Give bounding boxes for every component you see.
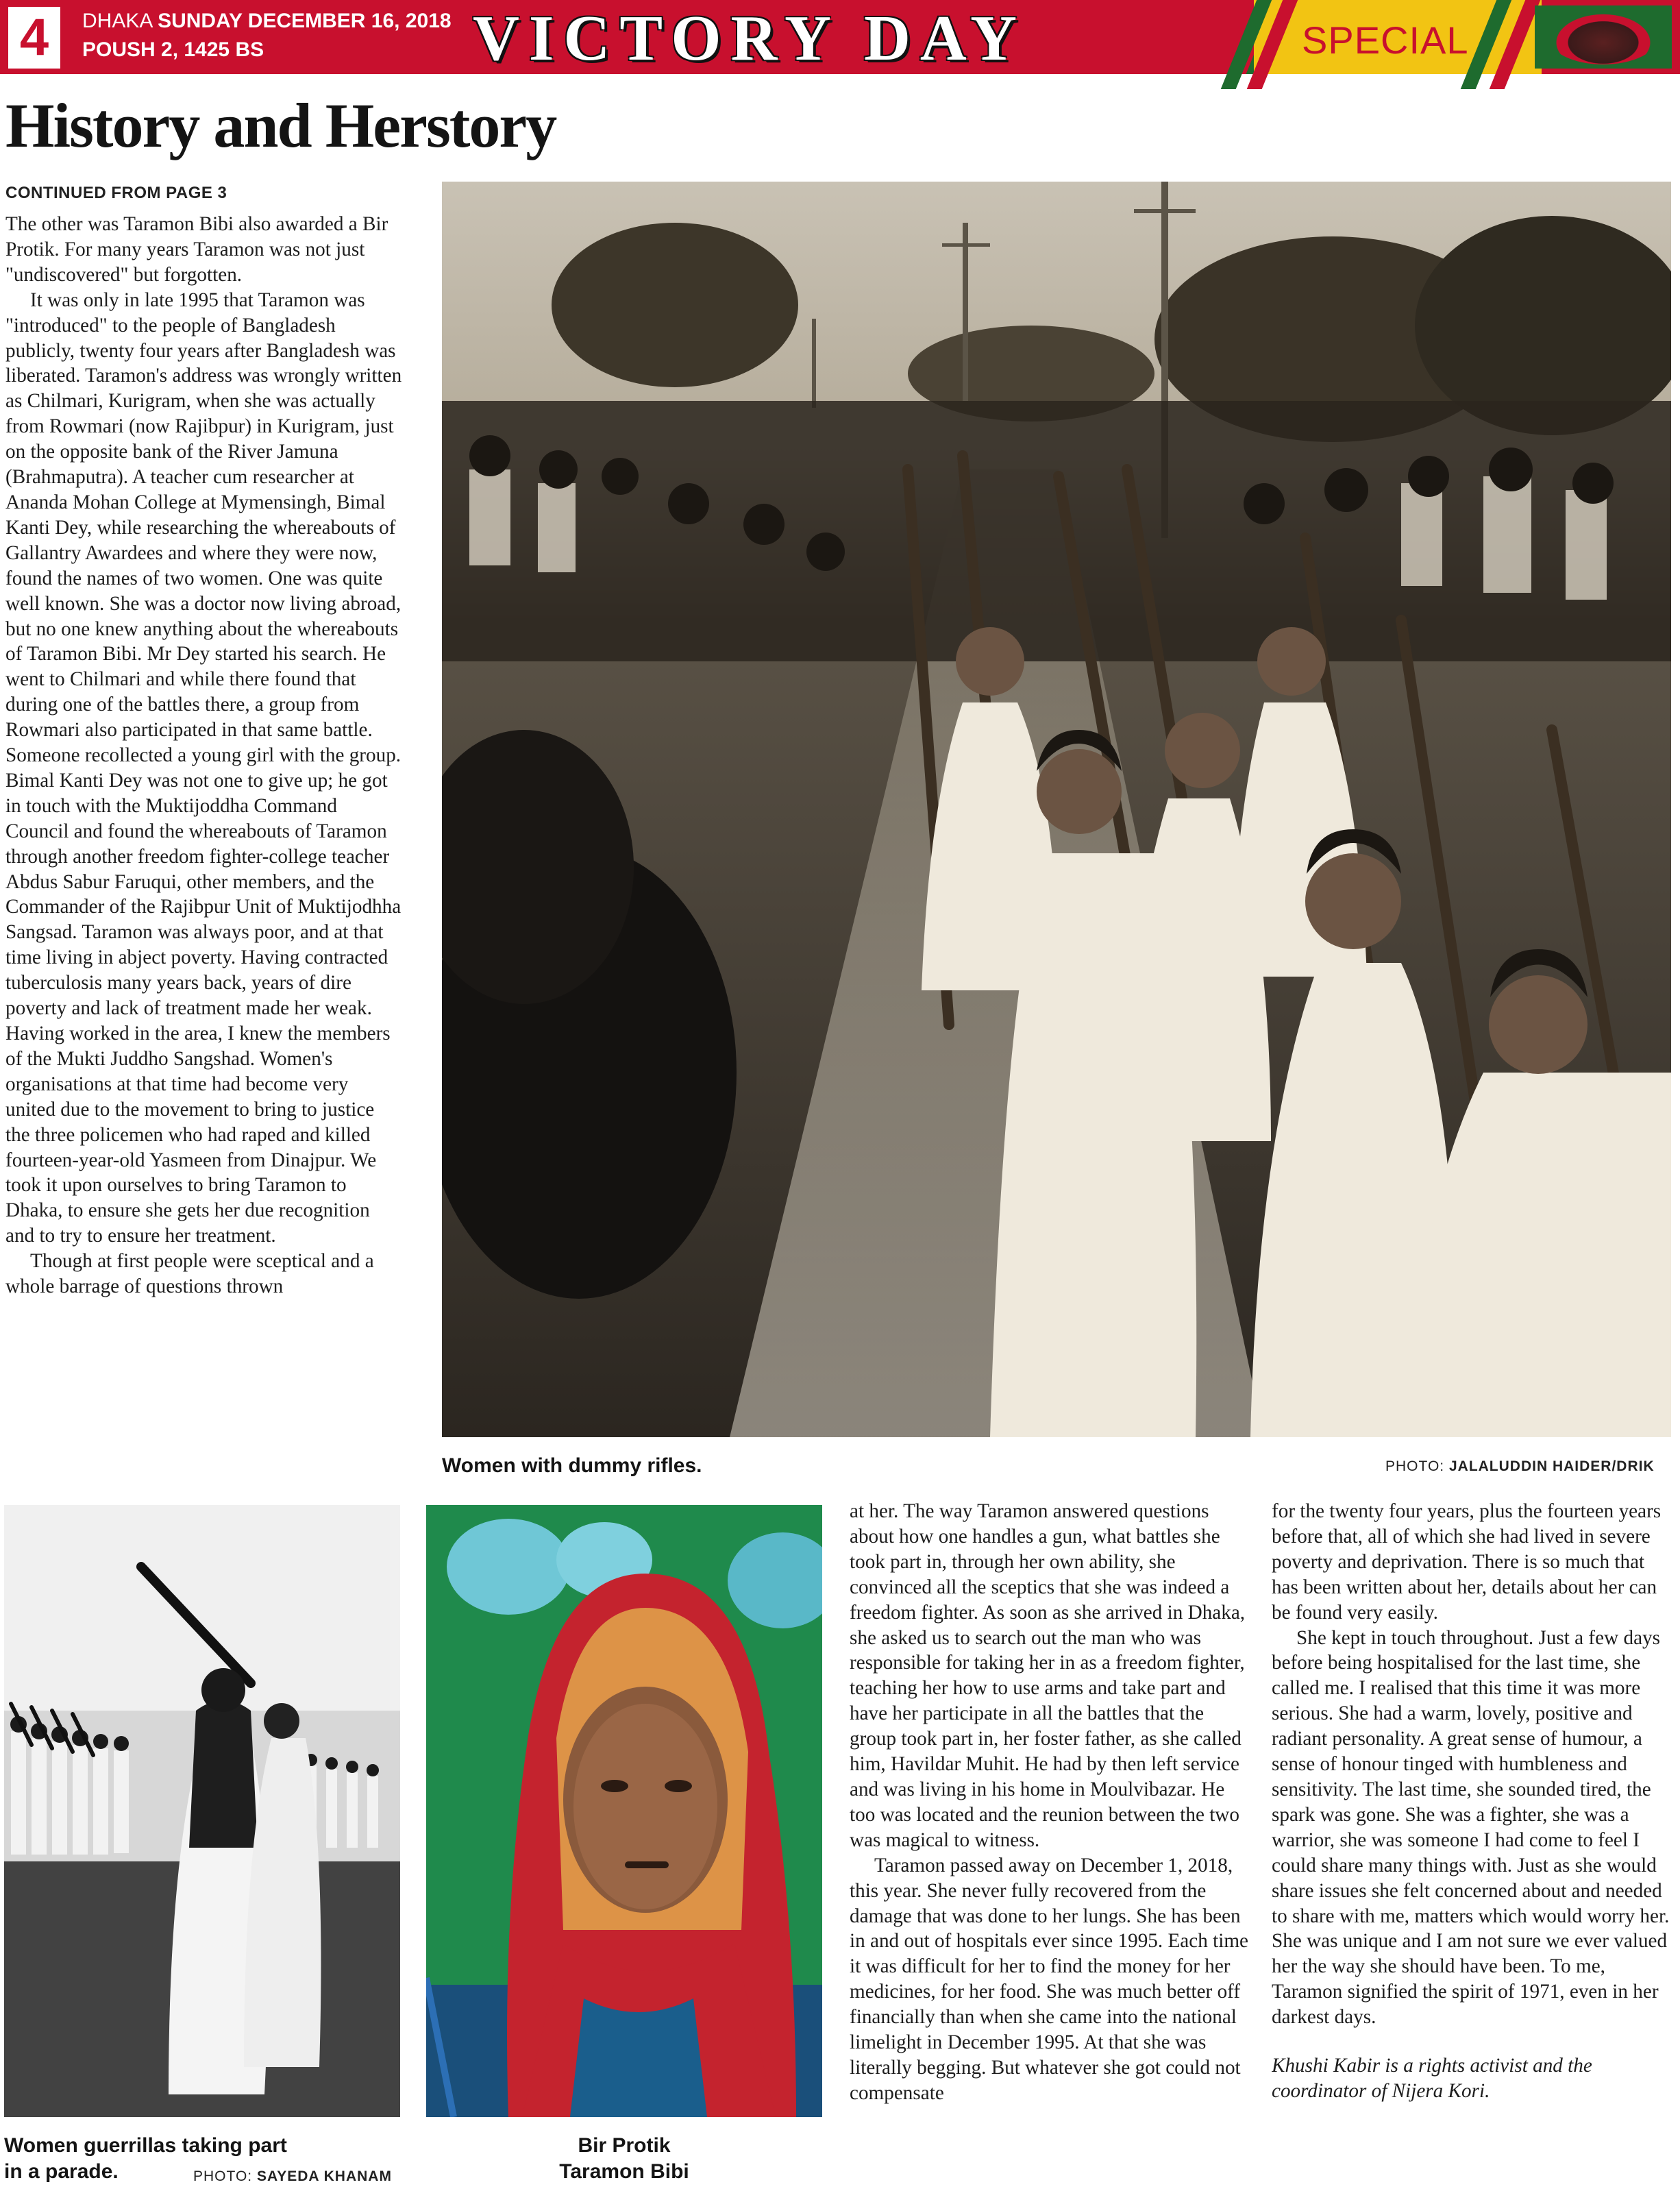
dateline-city: DHAKA	[82, 10, 152, 32]
parade-photo-credit	[193, 2168, 392, 2185]
caption-line-1: Bir Protik	[578, 2134, 671, 2157]
headline: History and Herstory	[5, 90, 556, 160]
photo-illustration	[442, 182, 1671, 1437]
article-column-1	[5, 212, 403, 1485]
section-tag: SPECIAL	[1302, 19, 1469, 62]
credit-prefix: PHOTO:	[1385, 1458, 1445, 1474]
parade-photo-caption: Women guerrillas taking part in a parade.	[4, 2134, 287, 2183]
paragraph: for the twenty four years, plus the fourteen years before that, all of which she had lived in severe poverty and deprivation. There is so much that has been written about her, details about her can be found very easily.	[1272, 1500, 1662, 1624]
credit-name: SAYEDA KHANAM	[256, 2168, 392, 2184]
portrait-photo-taramon-bibi	[426, 1505, 822, 2117]
main-photo-women-with-dummy-rifles	[442, 182, 1671, 1437]
page-number-box	[8, 7, 60, 69]
credit-prefix: PHOTO:	[193, 2168, 253, 2184]
dateline-date: SUNDAY DECEMBER 16, 2018	[158, 10, 452, 32]
main-photo-credit	[1385, 1458, 1655, 1475]
section-title: VICTORY DAY	[473, 3, 1026, 74]
paragraph: She kept in touch throughout. Just a few days before being hospitalised for the last time, she called me. I realised that this time it was more serious. She had a warm, lovely, positive and radiant personality. A great sense of humour, a sense of honour tinged with humbleness and sensitivity. The last time, she sounded tired, the spark was gone. She was a fighter, she was a warrior, she was someone I had come to feel I could share many things with. Just as she would share issues she felt concerned about and needed to share with me, matters which would worry her. She was unique and I am not sure we ever valued her the way she should have been. To me, Taramon signified the spirit of 1971, even in her darkest days.	[1272, 1626, 1670, 2029]
credit-name: JALALUDDIN HAIDER/DRIK	[1448, 1458, 1655, 1474]
dateline	[82, 10, 452, 33]
paragraph: The other was Taramon Bibi also awarded a Bir Protik. For many years Taramon was not just "undiscovered" but forgotten.	[5, 213, 388, 286]
caption-line-2: Taramon Bibi	[559, 2160, 689, 2183]
author-byline: Khushi Kabir is a rights activist and the coordinator of Nijera Kori.	[1272, 2055, 1592, 2102]
paragraph: Though at first people were sceptical and a whole barrage of questions thrown	[5, 1250, 374, 1298]
parade-illustration	[4, 1505, 400, 2117]
portrait-illustration	[426, 1505, 822, 2117]
parade-photo	[4, 1505, 400, 2117]
portrait-photo-caption	[426, 2133, 822, 2185]
paragraph: at her. The way Taramon answered questions about how one handles a gun, what battles she took part in, through her own ability, she convinced all the sceptics that she was indeed a freedom fighter. As soon as she arrived in Dhaka, she asked us to search out the man who was responsible for taking her in as a freedom fighter, teaching her how to use arms and take part and have her participate in all the battles that the group took part in, her foster father, as she called him, Havildar Muhit. He had by then left service and was living in his home in Moulvibazar. He too was located and the reunion between the two was magical to witness.	[850, 1500, 1246, 1851]
page-number: 4	[19, 8, 49, 66]
continued-label: CONTINUED FROM PAGE 3	[5, 184, 227, 202]
paragraph: Taramon passed away on December 1, 2018, this year. She never fully recovered from the damage that was done to her lungs. She has been in and out of hospitals ever since 1995. Each time it was difficult for her to find the money for her medicines, for her food. She was much better off financially than when she came into the national limelight in December 1995. At that she was literally begging. But whatever she got could not compensate	[850, 1854, 1248, 2104]
dateline-bengali: POUSH 2, 1425 BS	[82, 38, 264, 61]
article-column-4	[1272, 1499, 1676, 2188]
article-column-3	[850, 1499, 1254, 2188]
paragraph: It was only in late 1995 that Taramon was "introduced" to the people of Bangladesh publicly, twenty four years after Bangladesh was liberated. Taramon's address was wrongly written as Chilmari, Kurigram, when she was actually from Rowmari (now Rajibpur) in Kurigram, just on the opposite bank of the River Jamuna (Brahmaputra). A teacher cum researcher at Ananda Mohan College at Mymensingh, Bimal Kanti Dey, while researching the whereabouts of Gallantry Awardees and where they were now, found the names of two women. One was quite well known. She was a doctor now living abroad, but no one knew anything about the whereabouts of Taramon Bibi. Mr Dey started his search. He went to Chilmari and while there found that during one of the battles there, a group from Rowmari also participated in that same battle. Someone recollected a young girl with the group. Bimal Kanti Dey was not one to give up; he got in touch with the Muktijoddha Command Council and found the whereabouts of Taramon through another freedom fighter-college teacher Abdus Sabur Faruqui, other members, and the Commander of the Rajibpur Unit of Muktijodhha Sangsad. Taramon was always poor, and at that time living in abject poverty. Having contracted tuberculosis many years back, years of dire poverty and lack of treatment made her weak. Having worked in the area, I knew the members of the Mukti Juddho Sangshad. Women's organisations at that time had become very united due to the movement to bring to justice the three policemen who had raped and killed fourteen-year-old Yasmeen from Dinajpur. We took it upon ourselves to bring Taramon to Dhaka, to ensure she gets her due recognition and to try to ensure her treatment.	[5, 289, 402, 1247]
main-photo-caption: Women with dummy rifles.	[442, 1454, 702, 1477]
flag-circle-icon	[1548, 10, 1658, 64]
